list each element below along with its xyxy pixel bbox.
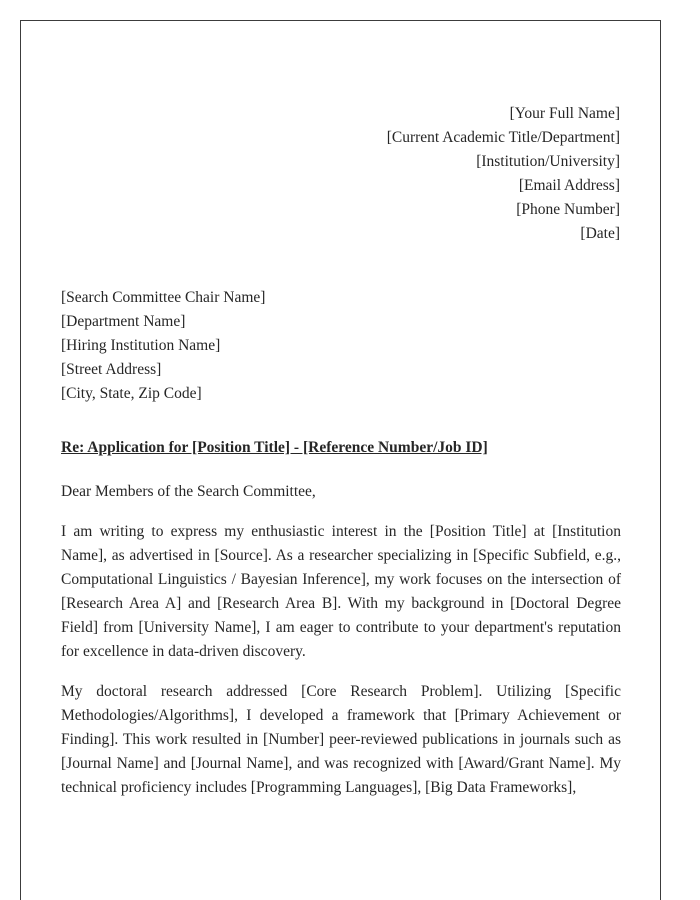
body-paragraph-2: My doctoral research addressed [Core Research Problem]. Utilizing [Specific Methodologies/Algorithms], I developed a framework that [Primary Achievement or Finding]. This work resulted in [Number] peer-reviewed publications in journals such as [Journal Name] and [Journal Name], and was recognized with [Award/Grant Name]. My technical proficiency includes [Programming Languages], [Big Data Frameworks], [61, 683, 621, 796]
recipient-block [61, 286, 265, 406]
recipient-city: [City, State, Zip Code] [61, 385, 202, 402]
recipient-department: [Department Name] [61, 313, 186, 330]
subject-line: Re: Application for [Position Title] - [Reference Number/Job ID] [61, 439, 488, 456]
body-paragraph-1: I am writing to express my enthusiastic interest in the [Position Title] at [Institution Name], as advertised in [Source]. As a researcher specializing in [Specific Subfield, e.g., Computational Linguistics / Bayesian Inference], my work focuses on the intersection of [Research Area A] and [Research Area B]. With my background in [Doctoral Degree Field] from [University Name], I am eager to contribute to your department's reputation for excellence in data-driven discovery. [61, 523, 621, 660]
sender-email: [Email Address] [518, 177, 620, 194]
sender-name: [Your Full Name] [509, 105, 620, 122]
sender-institution: [Institution/University] [476, 153, 620, 170]
recipient-chair: [Search Committee Chair Name] [61, 289, 266, 306]
salutation: Dear Members of the Search Committee, [61, 483, 316, 500]
letter-date: [Date] [580, 225, 620, 242]
sender-title: [Current Academic Title/Department] [386, 129, 620, 146]
recipient-street: [Street Address] [61, 361, 162, 378]
sender-phone: [Phone Number] [516, 201, 620, 218]
recipient-institution: [Hiring Institution Name] [61, 337, 221, 354]
sender-block [387, 102, 620, 246]
letter-page [20, 20, 661, 900]
